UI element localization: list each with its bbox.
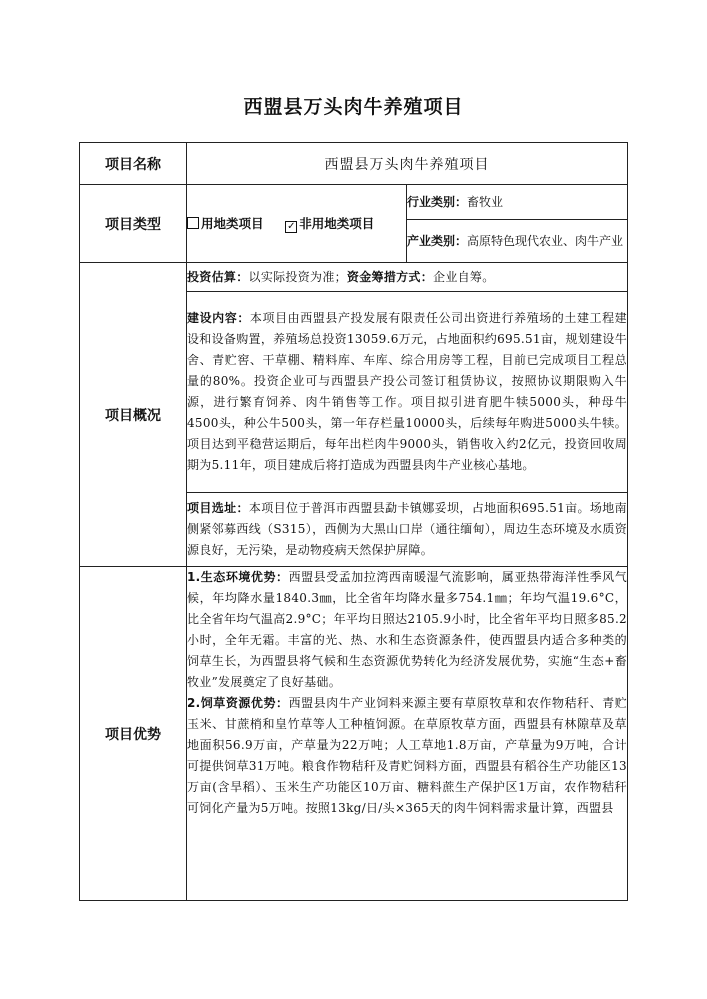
industry-value: 畜牧业 xyxy=(467,195,504,209)
site-key: 项目选址： xyxy=(187,501,249,515)
nonland-option-label: 非用地类项目 xyxy=(299,216,375,231)
row-project-name xyxy=(80,143,628,185)
investment-text xyxy=(187,263,628,292)
project-name-value: 西盟县万头肉牛养殖项目 xyxy=(187,143,628,185)
industry-key: 行业类别： xyxy=(407,195,468,209)
forage-key: 2.饲草资源优势： xyxy=(187,696,289,710)
land-checkbox xyxy=(187,217,199,229)
project-table xyxy=(79,142,628,901)
fund-value: 企业自筹。 xyxy=(433,269,495,284)
sector-category xyxy=(407,220,628,263)
row-advantages xyxy=(80,567,628,901)
row-project-type xyxy=(80,185,628,220)
project-type-label: 项目类型 xyxy=(80,185,187,263)
site-text xyxy=(187,493,628,567)
row-investment xyxy=(80,263,628,292)
eco-key: 1.生态环境优势： xyxy=(187,570,289,584)
site-value: 本项目位于普洱市西盟县勐卡镇娜妥坝，占地面积695.51亩。场地南侧紧邻募西线（S315），西侧为大黑山口岸（通往缅甸），周边生态环境及水质资源良好，无污染，是动物疫病天然保护屏障。 xyxy=(187,501,627,557)
fund-key: 资金筹措方式： xyxy=(346,269,434,284)
invest-value: 以实际投资为准； xyxy=(248,269,347,284)
project-name-label: 项目名称 xyxy=(80,143,187,185)
eco-advantage xyxy=(187,567,627,693)
construction-text xyxy=(187,292,628,493)
sector-value: 高原特色现代农业、肉牛产业 xyxy=(467,234,624,248)
land-option-label: 用地类项目 xyxy=(201,216,264,231)
invest-key: 投资估算： xyxy=(187,269,249,284)
nonland-checkbox: ✓ xyxy=(287,221,296,232)
eco-value: 西盟县受孟加拉湾西南暖湿气流影响，属亚热带海洋性季风气候，年均降水量1840.3㎜，比全省年均降水量多754.1㎜；年均气温19.6°C，比全省年均气温高2.9°C；年平均日照达2105.9小时，比全省年平均日照多85.2小时，全年无霜。丰富的光、热、水和生态资源条件，使西盟县内适合多种类的饲草生长，为西盟县将气候和生态资源优势转化为经济发展优势，实施“生态+畜牧业”发展奠定了良好基础。 xyxy=(187,570,627,689)
overview-label: 项目概况 xyxy=(80,263,187,567)
forage-advantage xyxy=(187,693,627,819)
advantage-label: 项目优势 xyxy=(80,567,187,901)
advantage-text xyxy=(187,567,628,901)
industry-category xyxy=(407,185,628,220)
project-type-options xyxy=(187,185,407,263)
construct-key: 建设内容： xyxy=(187,311,250,325)
sector-key: 产业类别： xyxy=(407,234,468,248)
construct-value: 本项目由西盟县产投发展有限责任公司出资进行养殖场的土建工程建设和设备购置，养殖场总投资13059.6万元，占地面积约695.51亩，规划建设牛舍、青贮窖、干草棚、精料库、车库、综合用房等工程，目前已完成项目工程总量的80%。投资企业可与西盟县产投公司签订租赁协议，按照协议期限购入牛源，进行繁育饲养、肉牛销售等工作。项目拟引进育肥牛犊5000头，种母牛4500头，种公牛500头，第一年存栏量10000头，后续每年购进5000头牛犊。项目达到平稳营运期后，每年出栏肉牛9000头，销售收入约2亿元，投资回收周期为5.11年，项目建成后将打造成为西盟县肉牛产业核心基地。 xyxy=(187,311,627,472)
forage-value: 西盟县肉牛产业饲料来源主要有草原牧草和农作物秸秆、青贮玉米、甘蔗梢和皇竹草等人工种植饲源。在草原牧草方面，西盟县有林隙草及草地面积56.9万亩，产草量为22万吨；人工草地1.8万亩，产草量为9万吨，合计可提供饲草31万吨。粮食作物秸秆及青贮饲料方面，西盟县有稻谷生产功能区13万亩(含旱稻）、玉米生产功能区10万亩、糖料蔗生产保护区1万亩，农作物秸秆可饲化产量为5万吨。按照13kg/日/头×365天的肉牛饲料需求量计算，西盟县 xyxy=(187,696,627,815)
document-title: 西盟县万头肉牛养殖项目 xyxy=(243,96,464,118)
